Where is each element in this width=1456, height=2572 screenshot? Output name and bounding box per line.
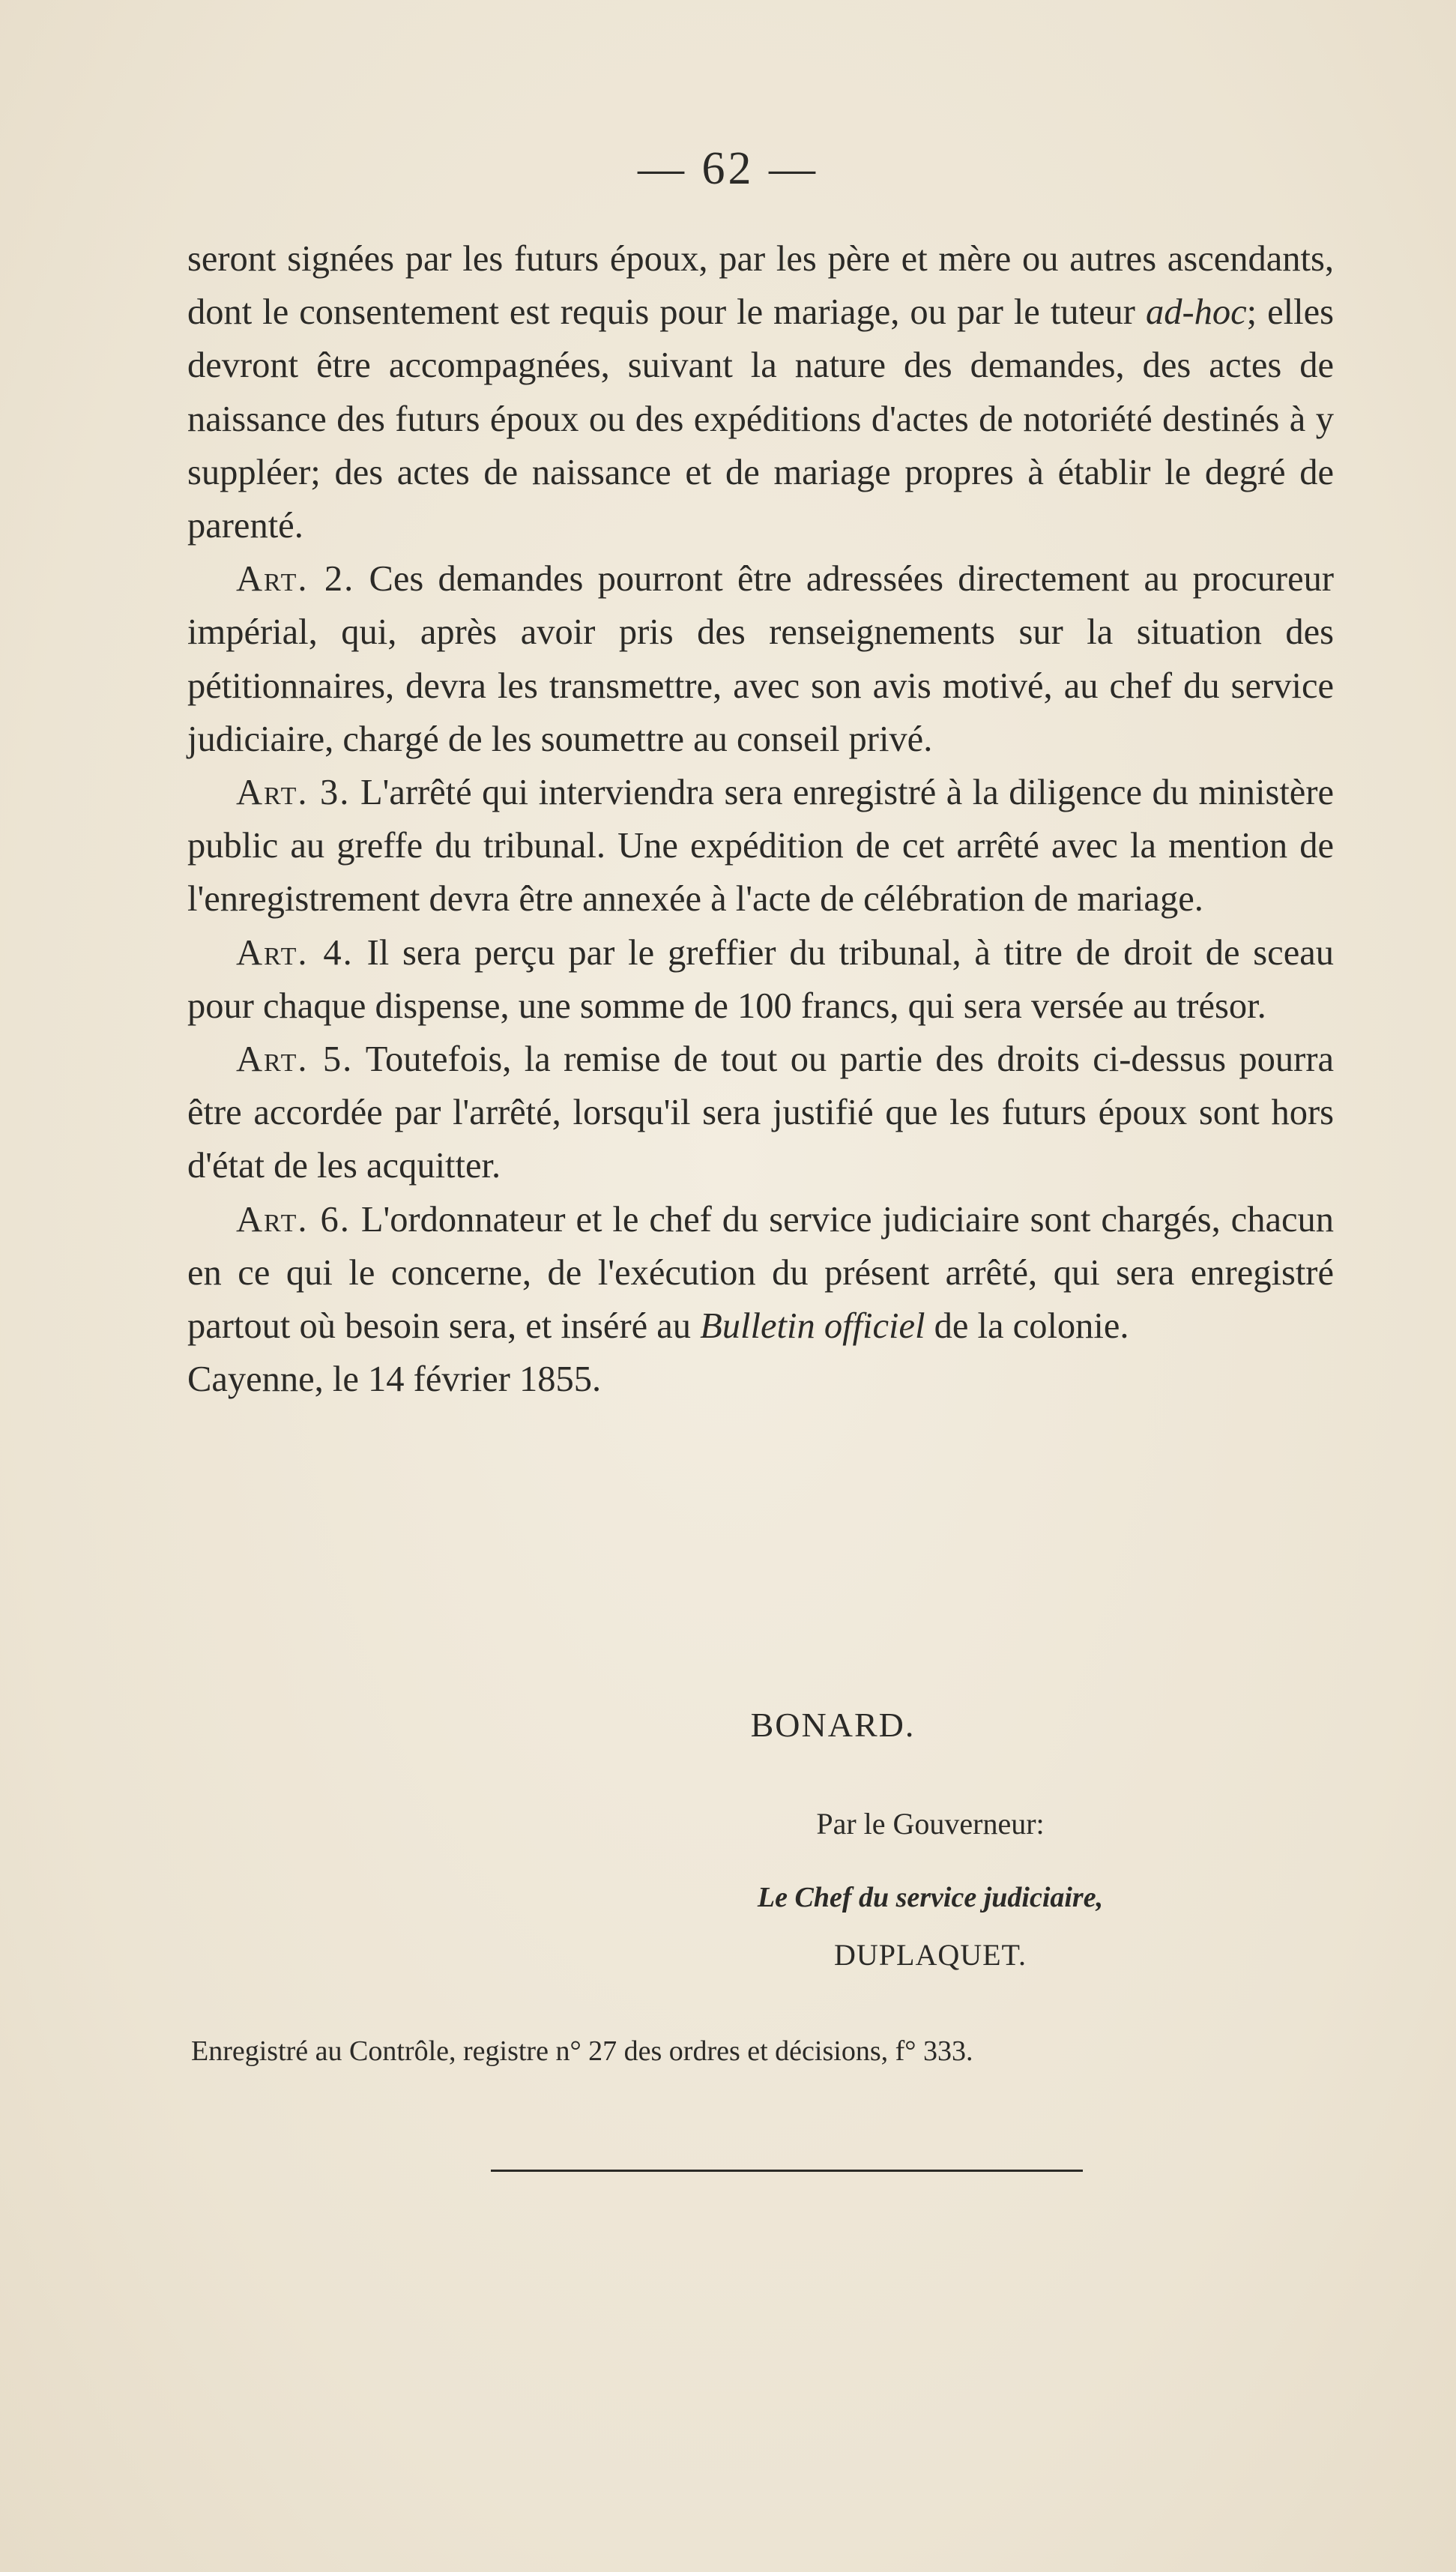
article-label: Art. 3. bbox=[236, 773, 351, 813]
body-text bbox=[187, 232, 1334, 1406]
article-label: Art. 2. bbox=[236, 559, 355, 600]
article-text-before: L'ordonnateur et le chef du service judiciaire sont chargés, chacun en ce qui le concerne, de l'exécution du présent arrêté, qui sera enregistré partout où besoin sera, et inséré au bbox=[187, 1199, 1335, 1347]
article-text: Il sera perçu par le greffier du tribunal, à titre de droit de sceau pour chaque dispense, une somme de 100 francs, qui sera versée au trésor. bbox=[187, 932, 1335, 1026]
article-6 bbox=[187, 1193, 1334, 1353]
signature-authority: Par le Gouverneur: bbox=[816, 1807, 1045, 1841]
article-text-after: de la colonie. bbox=[925, 1306, 1129, 1347]
registration-note: Enregistré au Contrôle, registre n° 27 des ordres et décisions, f° 333. bbox=[191, 2035, 973, 2067]
intro-paragraph bbox=[187, 232, 1334, 552]
article-label: Art. 4. bbox=[236, 932, 354, 973]
signature-name-2: DUPLAQUET. bbox=[833, 1938, 1027, 1972]
article-4 bbox=[187, 926, 1334, 1033]
article-2 bbox=[187, 552, 1334, 766]
signature-name: BONARD. bbox=[750, 1706, 916, 1744]
page-number: — 62 — bbox=[638, 143, 818, 194]
article-text: L'arrêté qui interviendra sera enregistré à la diligence du ministère public au greffe du tribunal. Une expédition de cet arrêté avec la mention de l'enregistrement devra être annexée à l'acte de célébration de mariage. bbox=[187, 773, 1335, 920]
article-text-italic: Bulletin officiel bbox=[700, 1306, 925, 1347]
intro-text-italic: ad-hoc bbox=[1145, 292, 1247, 333]
article-text: Ces demandes pourront être adressées directement au procureur impérial, qui, après avoir pris des renseignements sur la situation des pétitionnaires, devra les transmettre, avec son avis motivé, au chef du service judiciaire, chargé de les soumettre au conseil privé. bbox=[187, 559, 1334, 759]
signature-title: Le Chef du service judiciaire, bbox=[757, 1882, 1104, 1913]
article-3 bbox=[187, 766, 1334, 926]
article-text: Toutefois, la remise de tout ou partie des droits ci-dessus pourra être accordée par l'arrêté, lorsqu'il sera justifié que les futurs époux sont hors d'état de les acquitter. bbox=[187, 1039, 1334, 1186]
closing-rule bbox=[491, 2170, 1083, 2172]
article-5 bbox=[187, 1033, 1334, 1193]
intro-text-after: ; elles devront être accompagnées, suivant la nature des demandes, des actes de naissance des futurs époux ou des expéditions d'actes de notoriété destinés à y suppléer; des actes de naissance et de mariage propres à établir le degré de parenté. bbox=[187, 292, 1334, 546]
place-date: Cayenne, le 14 février 1855. bbox=[187, 1359, 602, 1400]
article-label: Art. 6. bbox=[236, 1199, 351, 1240]
intro-text-before: seront signées par les futurs époux, par les père et mère ou autres ascendants, dont le consentement est requis pour le mariage, ou par le tuteur bbox=[187, 239, 1334, 333]
article-label: Art. 5. bbox=[236, 1039, 354, 1080]
